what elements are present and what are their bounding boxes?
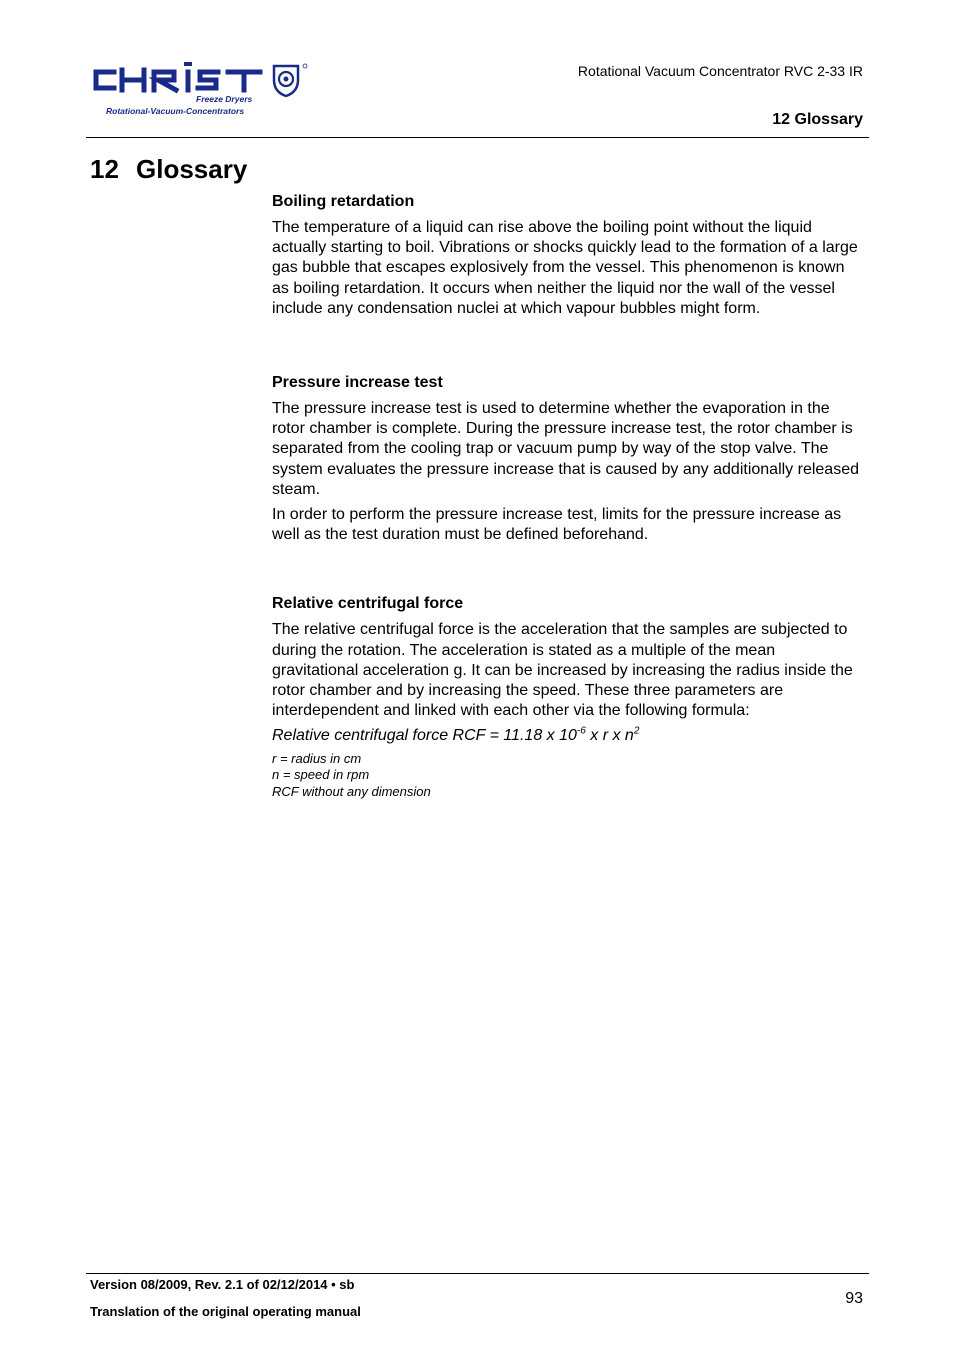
rcf-note-dimension: RCF without any dimension — [272, 783, 431, 799]
glossary-content — [272, 192, 862, 800]
header-product-name: Rotational Vacuum Concentrator RVC 2-33 IR — [577, 63, 863, 79]
rcf-formula-exponent-1: -6 — [576, 726, 586, 738]
spacer — [272, 324, 862, 373]
glossary-term-pressure: Pressure increase test — [272, 374, 443, 392]
rcf-formula-part2: x r x n — [585, 727, 634, 745]
rcf-note-radius: r = radius in cm — [272, 750, 362, 766]
christ-logo-mark — [88, 58, 313, 98]
footer-divider — [86, 1273, 869, 1274]
page-number: 93 — [845, 1290, 863, 1307]
christ-logo — [88, 58, 313, 122]
glossary-definition-rcf: The relative centrifugal force is the acceleration that the samples are subjected to during the rotation. The acceleration is stated as a multiple of the mean gravitational acceleration g. It can be increased by increasing the radius inside the rotor chamber and by increasing the speed. These three parameters are interdependent and linked with each other via the following formula: — [272, 621, 853, 720]
footer-version: Version 08/2009, Rev. 2.1 of 02/12/2014 • sb — [90, 1277, 355, 1292]
spacer — [272, 550, 862, 594]
chapter-number: 12 — [90, 154, 119, 184]
glossary-term-rcf: Relative centrifugal force — [272, 595, 464, 613]
header-section-title: 12 Glossary — [772, 111, 863, 128]
logo-tagline-freeze-dryers: Freeze Dryers — [196, 94, 253, 104]
rcf-formula — [272, 726, 862, 746]
glossary-definition-pressure-1: The pressure increase test is used to determine whether the evaporation in the rotor chamber is complete. During the pressure increase test, the rotor chamber is separated from the cooling trap or vacuum pump by way of the stop valve. The system evaluates the pressure increase that is caused by any additionally released steam. — [272, 400, 859, 498]
chapter-title-text: Glossary — [136, 154, 248, 184]
header-divider — [86, 137, 869, 138]
glossary-definition-pressure-2: In order to perform the pressure increase test, limits for the pressure increase as well as the test duration must be defined beforehand. — [272, 506, 842, 544]
chapter-heading — [90, 154, 247, 185]
logo-tagline-concentrators: Rotational-Vacuum-Concentrators — [106, 106, 245, 116]
rcf-note-speed: n = speed in rpm — [272, 767, 370, 783]
glossary-term-boiling: Boiling retardation — [272, 193, 415, 210]
footer-translation-note: Translation of the original operating manual — [90, 1304, 361, 1319]
rcf-formula-part1: Relative centrifugal force RCF = 11.18 x 10 — [272, 727, 577, 745]
glossary-definition-boiling: The temperature of a liquid can rise above the boiling point without the liquid actually starting to boil. Vibrations or shocks quickly lead to the formation of a large gas bubble that escapes explosively from the vessel. This phenomenon is known as boiling retardation. It occurs when neither the liquid nor the wall of the vessel include any condensation nuclei at which vapour bubbles might form. — [272, 219, 858, 317]
rcf-formula-exponent-2: 2 — [633, 726, 640, 738]
